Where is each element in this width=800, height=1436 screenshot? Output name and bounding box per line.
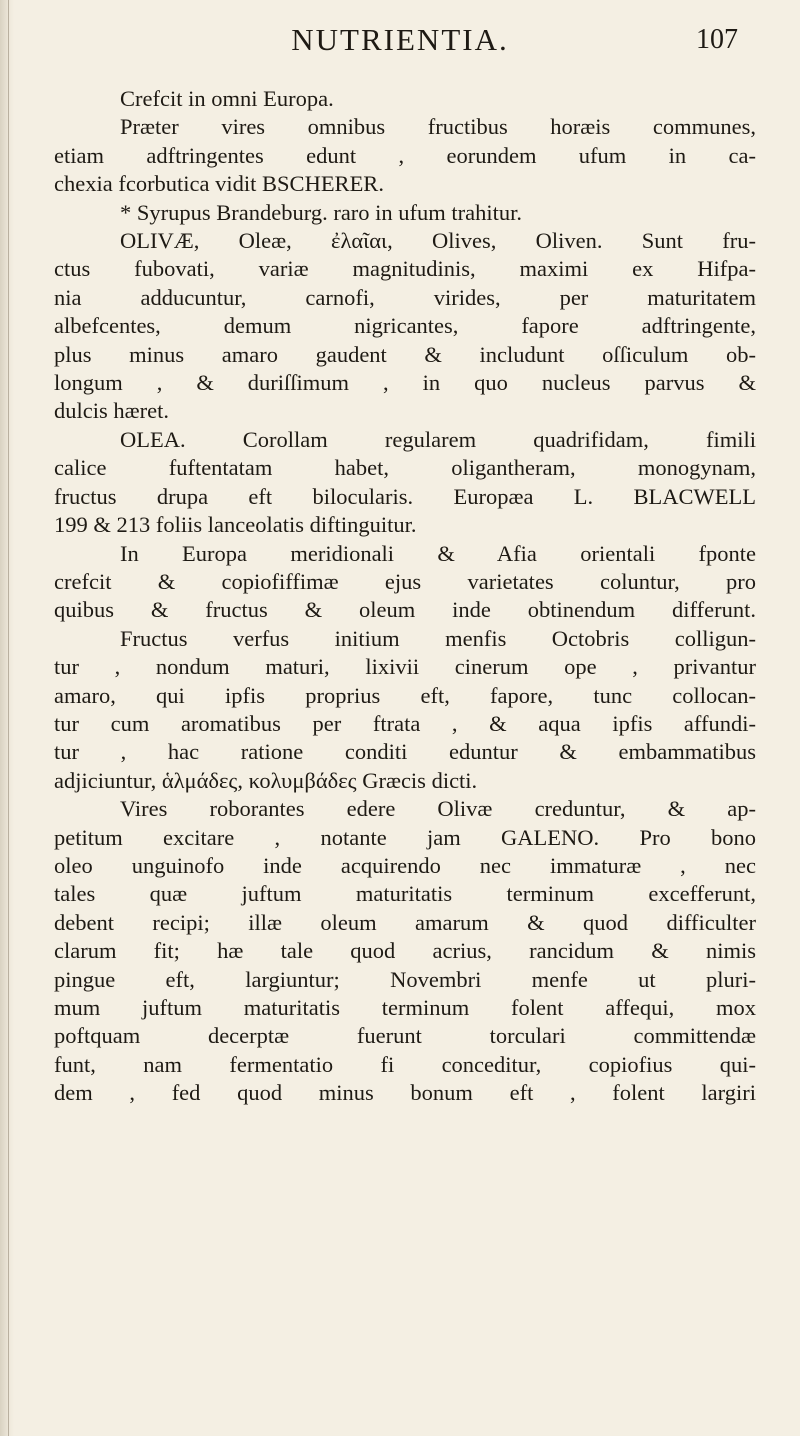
text-line: tur , hac ratione conditi eduntur & embammatibus: [54, 739, 756, 765]
text-line: plus minus amaro gaudent & includunt oſſiculum ob-: [54, 341, 756, 367]
text-line: debent recipi; illæ oleum amarum & quod difficulter: [54, 909, 756, 935]
text-line: * Syrupus Brandeburg. raro in ufum trahitur.: [120, 199, 523, 225]
text-line: Præter vires omnibus fructibus horæis communes,: [120, 114, 756, 140]
text-line: fructus drupa eft bilocularis. Europæa L. BLACWELL: [54, 483, 756, 509]
text-line: adjiciuntur, ἁλμάδες, κολυμβάδες Græcis dicti.: [54, 767, 478, 793]
text-line: amaro, qui ipfis proprius eft, fapore, tunc collocan-: [54, 682, 756, 708]
text-line: OLIVÆ, Oleæ, ἐλαῖαι, Olives, Oliven. Sunt fru-: [120, 228, 756, 254]
text-line: Fructus verfus initium menfis Octobris colligun-: [120, 625, 756, 651]
text-line: tales quæ juftum maturitatis terminum excefferunt,: [54, 881, 756, 907]
text-line: calice fuftentatam habet, oligantheram, monogynam,: [54, 455, 756, 481]
page-binding-edge: [0, 0, 14, 1436]
page-number: 107: [696, 24, 738, 55]
text-line: Crefcit in omni Europa.: [120, 86, 334, 111]
body-text: [54, 85, 756, 1108]
text-line: etiam adftringentes edunt , eorundem ufum in ca-: [54, 142, 756, 168]
text-line: nia adducuntur, carnofi, virides, per maturitatem: [54, 284, 756, 310]
text-line: petitum excitare , notante jam GALENO. Pro bono: [54, 824, 756, 850]
text-line: dulcis hæret.: [54, 398, 169, 424]
text-line: albefcentes, demum nigricantes, fapore adftringente,: [54, 313, 756, 339]
text-line: poftquam decerptæ fuerunt torculari committendæ: [54, 1023, 756, 1049]
text-line: clarum fit; hæ tale quod acrius, rancidum & nimis: [54, 938, 756, 964]
text-line: ctus fubovati, variæ magnitudinis, maximi ex Hifpa-: [54, 256, 756, 282]
page-binding-line: [8, 0, 9, 1436]
text-line: dem , fed quod minus bonum eft , folent largiri: [54, 1080, 756, 1106]
text-line: tur cum aromatibus per ftrata , & aqua ipfis affundi-: [54, 710, 756, 736]
text-line: quibus & fructus & oleum inde obtinendum differunt.: [54, 597, 756, 623]
text-line: oleo unguinofo inde acquirendo nec immaturæ , nec: [54, 852, 756, 878]
text-line: In Europa meridionali & Afia orientali fponte: [120, 540, 756, 566]
text-line: 199 & 213 foliis lanceolatis diftinguitur.: [54, 512, 417, 538]
text-line: Vires roborantes edere Olivæ creduntur, & ap-: [120, 796, 756, 822]
text-line: mum juftum maturitatis terminum folent affequi, mox: [54, 995, 756, 1020]
text-line: OLEA. Corollam regularem quadrifidam, fimili: [120, 426, 756, 452]
text-line: crefcit & copiofiffimæ ejus varietates coluntur, pro: [54, 568, 756, 594]
page-header: [0, 22, 800, 62]
text-line: chexia fcorbutica vidit BSCHERER.: [54, 171, 384, 197]
running-title: NUTRIENTIA.: [291, 22, 509, 57]
text-line: funt, nam fermentatio fi conceditur, copiofius qui-: [54, 1051, 756, 1077]
text-line: pingue eft, largiuntur; Novembri menfe ut pluri-: [54, 966, 756, 992]
text-line: tur , nondum maturi, lixivii cinerum ope , privantur: [54, 654, 756, 680]
text-line: longum , & duriſſimum , in quo nucleus parvus &: [54, 370, 756, 396]
